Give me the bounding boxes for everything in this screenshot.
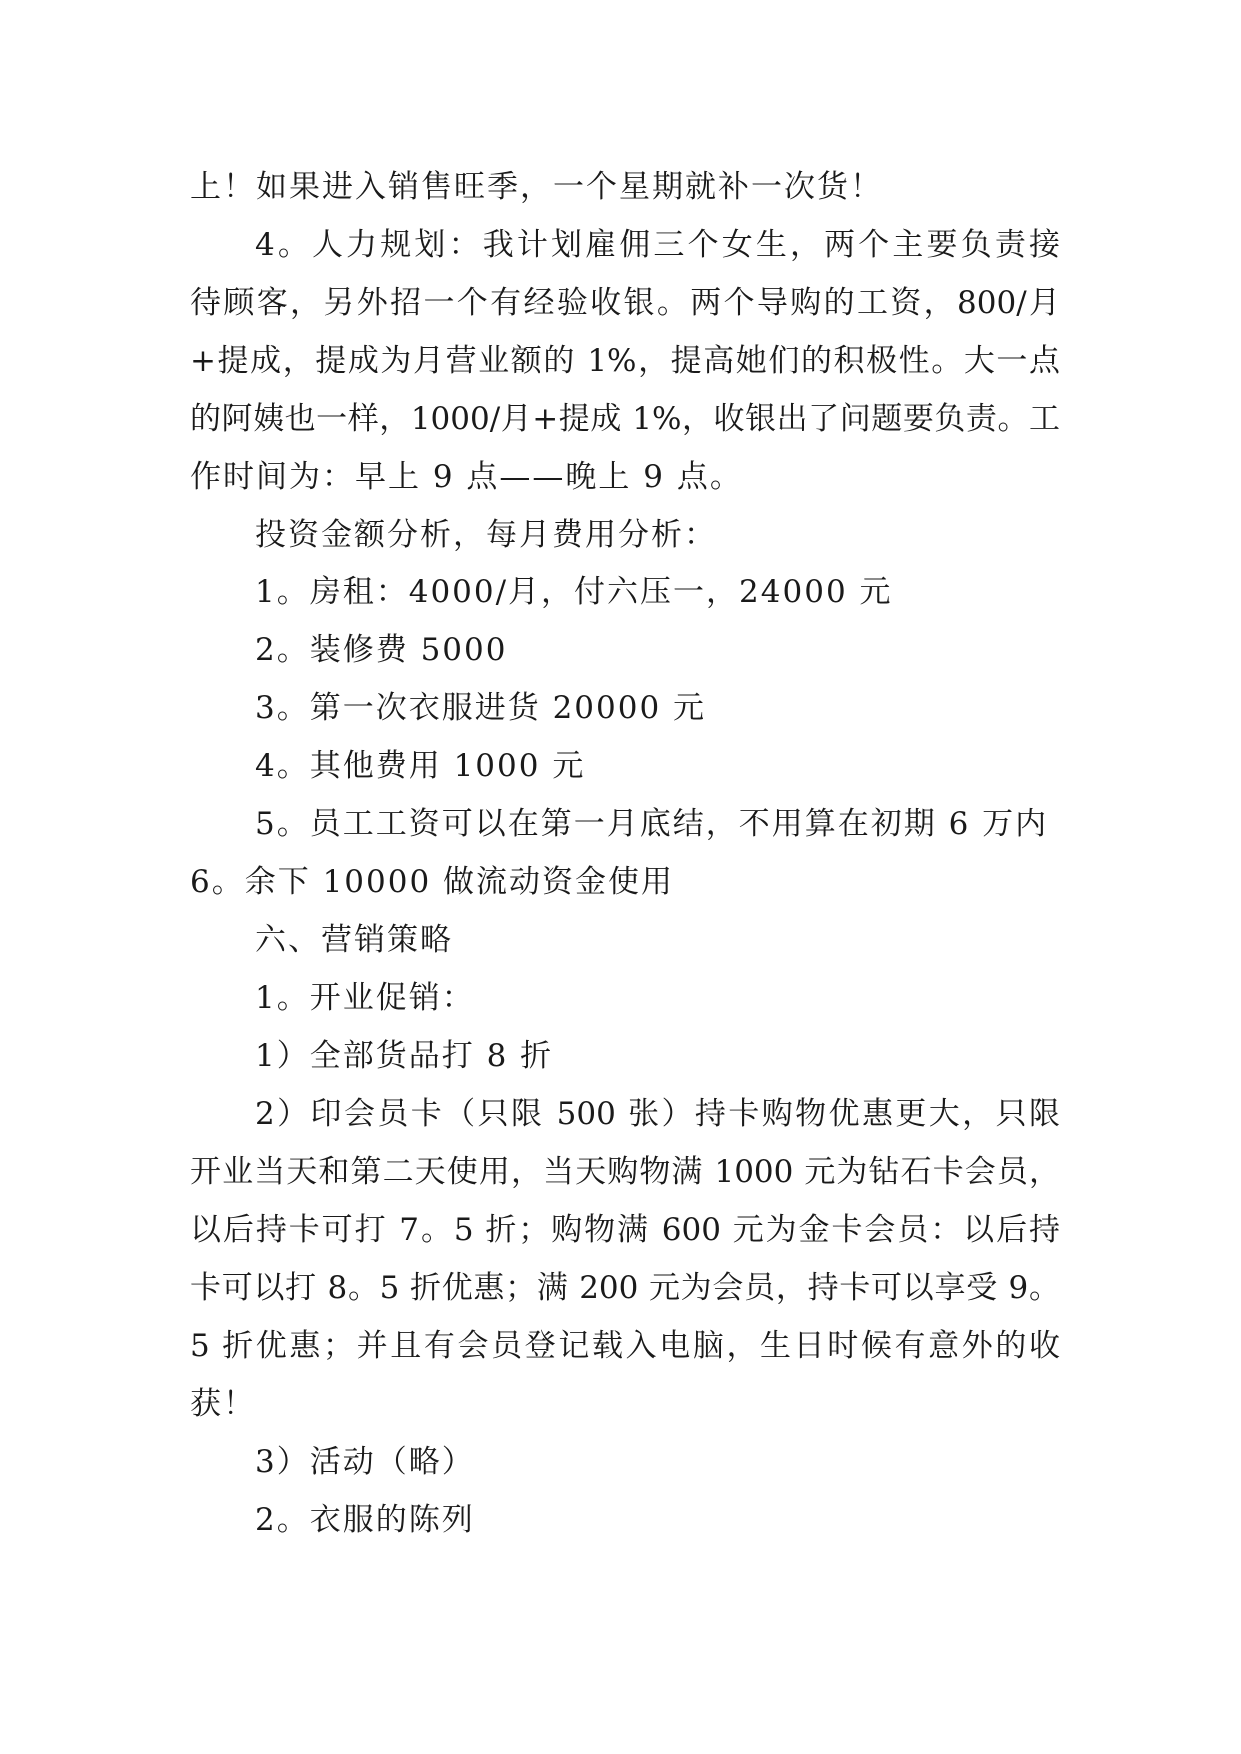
text-line: 以后持卡可打 7。5 折；购物满 600 元为金卡会员：以后持 — [190, 1212, 1060, 1248]
section-heading: 六、营销策略 — [255, 922, 453, 958]
text-line: 卡可以打 8。5 折优惠；满 200 元为会员，持卡可以享受 9。 — [190, 1270, 1060, 1306]
text-line: 投资金额分析，每月费用分析： — [255, 517, 717, 553]
text-line: 2。装修费 5000 — [255, 632, 508, 668]
text-line: 4。其他费用 1000 元 — [255, 748, 586, 784]
text-line: 4。人力规划：我计划雇佣三个女生，两个主要负责接 — [255, 227, 1060, 263]
text-line: 5。员工工资可以在第一月底结，不用算在初期 6 万内 — [255, 806, 1049, 842]
text-line: 1）全部货品打 8 折 — [255, 1038, 554, 1074]
text-line: 3）活动（略） — [255, 1444, 475, 1480]
text-line: 6。余下 10000 做流动资金使用 — [190, 864, 675, 900]
text-line: 作时间为：早上 9 点——晚上 9 点。 — [190, 459, 743, 495]
text-line: 获！ — [190, 1386, 256, 1422]
text-line: 待顾客，另外招一个有经验收银。两个导购的工资，800/月 — [190, 285, 1060, 321]
text-line: 1。开业促销： — [255, 980, 475, 1016]
text-line: 1。房租：4000/月，付六压一，24000 元 — [255, 574, 893, 610]
text-line: 2）印会员卡（只限 500 张）持卡购物优惠更大，只限 — [255, 1096, 1060, 1132]
text-line: +提成，提成为月营业额的 1%，提高她们的积极性。大一点 — [190, 343, 1060, 379]
text-line: 2。衣服的陈列 — [255, 1502, 475, 1538]
text-line: 5 折优惠；并且有会员登记载入电脑，生日时候有意外的收 — [190, 1328, 1060, 1364]
text-line: 上！如果进入销售旺季，一个星期就补一次货！ — [190, 169, 883, 205]
text-line: 的阿姨也一样，1000/月+提成 1%，收银出了问题要负责。工 — [190, 401, 1060, 437]
text-line: 开业当天和第二天使用，当天购物满 1000 元为钻石卡会员， — [190, 1154, 1060, 1190]
text-line: 3。第一次衣服进货 20000 元 — [255, 690, 707, 726]
